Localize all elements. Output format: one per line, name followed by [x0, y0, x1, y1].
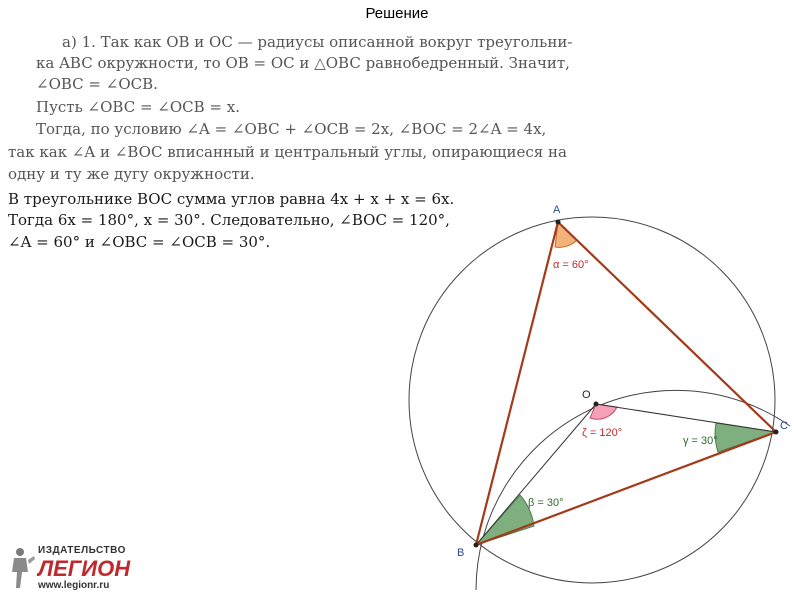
solution-line: В треугольнике BOC сумма углов равна 4x + x + x = 6x. [8, 190, 455, 208]
point-b [474, 543, 479, 548]
label-a: A [553, 204, 561, 216]
label-b: B [457, 547, 465, 559]
solution-line: ∠OBC = ∠OCB. [36, 75, 158, 93]
solution-line: ∠A = 60° и ∠OBC = ∠OCB = 30°. [8, 233, 271, 251]
side-ac [558, 222, 776, 432]
point-a [556, 220, 561, 225]
label-c: C [780, 420, 788, 432]
publisher-label: ИЗДАТЕЛЬСТВО [38, 545, 126, 556]
solution-line: ка ABC окружности, то OB = OC и △OBC равнобедренный. Значит, [36, 54, 570, 72]
legion-emblem-icon [12, 548, 35, 588]
angle-alpha-marker [555, 222, 577, 247]
point-c [774, 430, 779, 435]
label-o: O [582, 389, 591, 401]
solution-line: Тогда 6x = 180°, x = 30°. Следовательно, ∠BOC = 120°, [8, 211, 450, 229]
publisher-url: www.legionr.ru [38, 580, 110, 591]
segment-oc [596, 404, 776, 432]
publisher-name: ЛЕГИОН [38, 556, 131, 581]
circumcircle [409, 217, 775, 583]
solution-line: одну и ту же дугу окружности. [8, 165, 255, 183]
solution-line: Пусть ∠OBC = ∠OCB = x. [36, 98, 240, 116]
solution-line: так как ∠A и ∠BOC вписанный и центральный углы, опирающиеся на [8, 143, 567, 161]
point-o [594, 402, 599, 407]
solution-line: а) 1. Так как OB и OC — радиусы описанной вокруг треугольни- [62, 33, 573, 51]
side-bc [476, 432, 776, 545]
angle-beta-marker [476, 495, 534, 545]
label-gamma: γ = 30° [683, 435, 718, 447]
label-beta: β = 30° [528, 497, 564, 509]
label-zeta: ζ = 120° [582, 427, 623, 439]
page-title: Решение [365, 5, 429, 22]
solution-line: Тогда, по условию ∠A = ∠OBC + ∠OCB = 2x, ∠BOC = 2∠A = 4x, [36, 120, 547, 138]
label-alpha: α = 60° [553, 259, 589, 271]
